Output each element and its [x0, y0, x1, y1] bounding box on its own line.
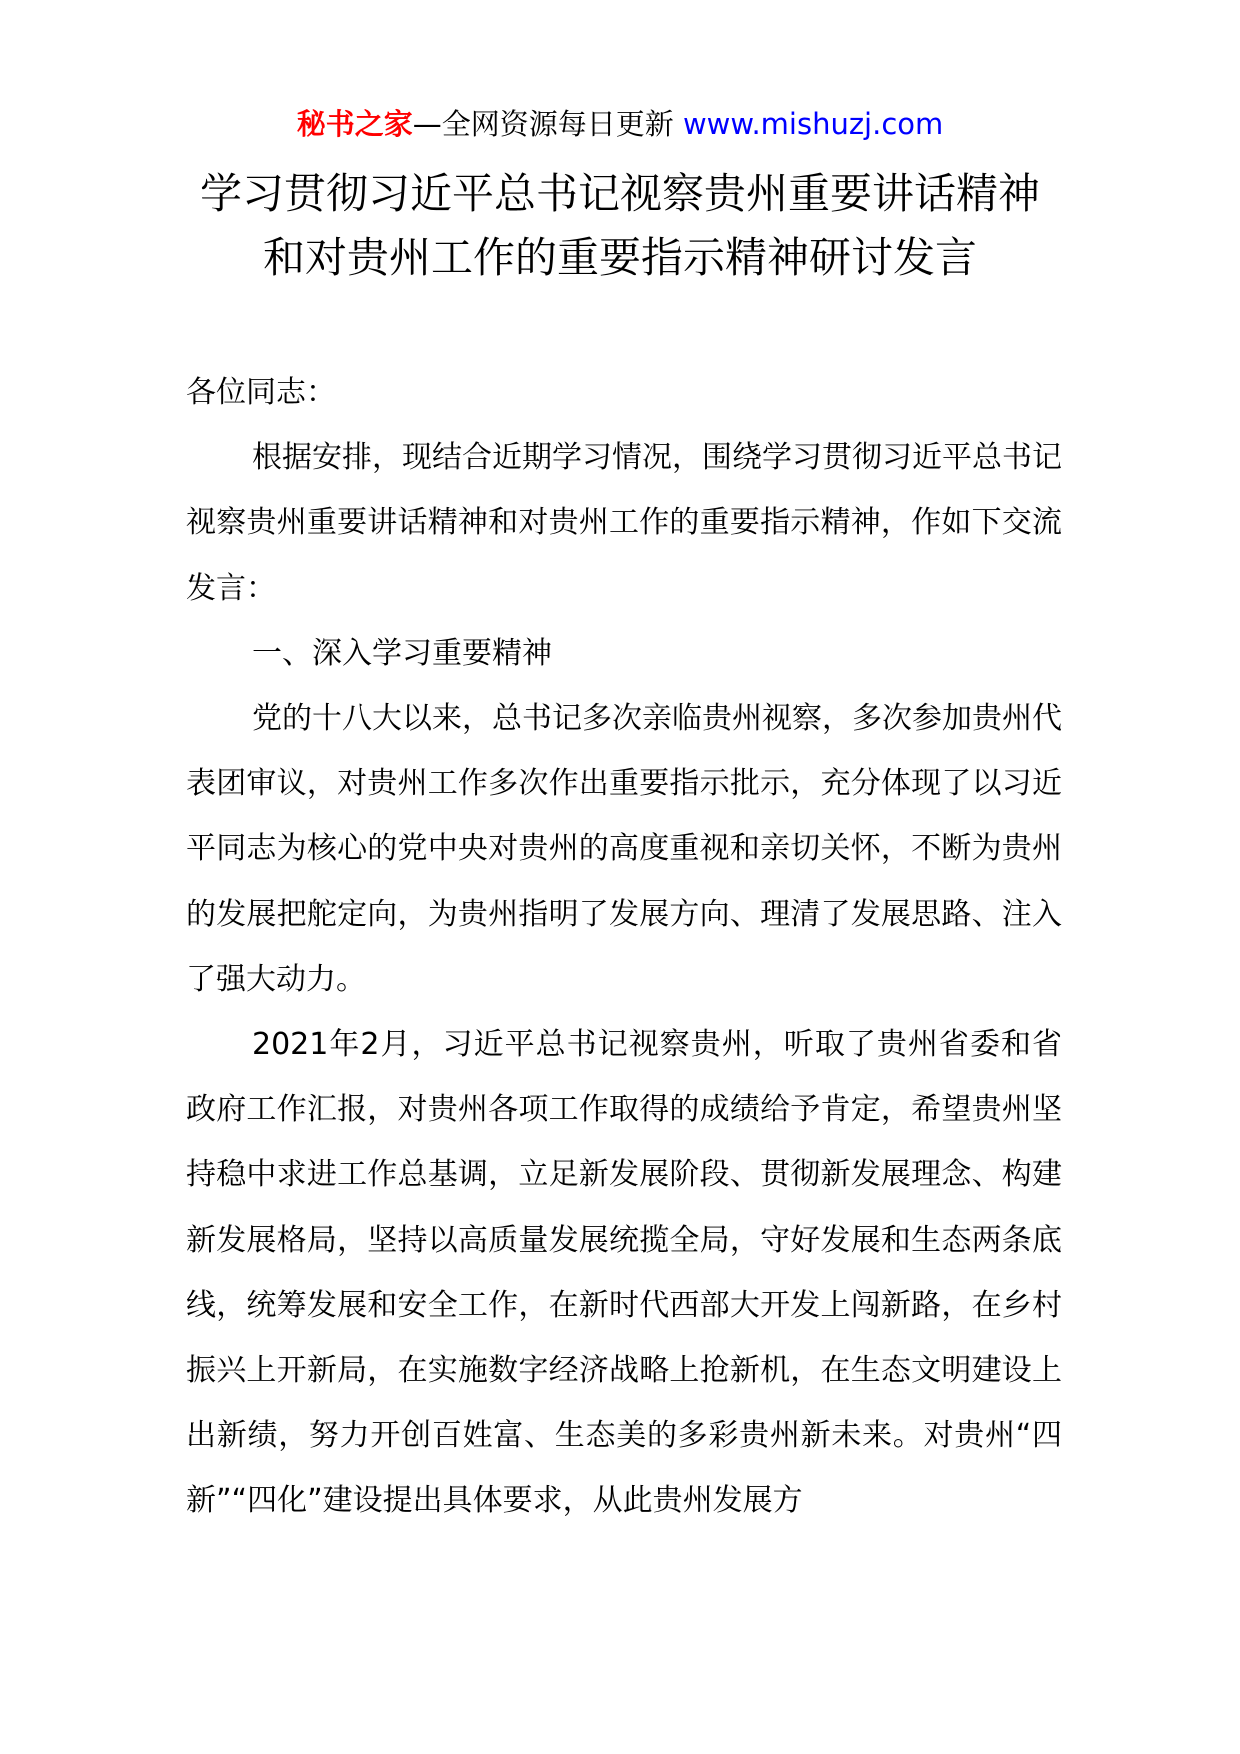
site-slogan: —全网资源每日更新 [412, 107, 683, 141]
paragraph: 2021年2月，习近平总书记视察贵州，听取了贵州省委和省政府工作汇报，对贵州各项工作取得的成绩给予肯定，希望贵州坚持稳中求进工作总基调，立足新发展阶段、贯彻新发展理念、构建新发展格局，坚持以高质量发展统揽全局，守好发展和生态两条底线，统筹发展和安全工作，在新时代西部大开发上闯新路，在乡村振兴上开新局，在实施数字经济战略上抢新机，在生态文明建设上出新绩，努力开创百姓富、生态美的多彩贵州新未来。对贵州“四新”“四化”建设提出具体要求，从此贵州发展方 [186, 1027, 1062, 1519]
document-body [186, 360, 1062, 1534]
site-header [0, 100, 1240, 148]
title-line-2: 和对贵州工作的重要指示精神研讨发言 [262, 233, 977, 282]
section-heading: 一、深入学习重要精神 [252, 635, 552, 671]
document-title [0, 162, 1240, 290]
paragraph-intro: 根据安排，现结合近期学习情况，围绕学习贯彻习近平总书记视察贵州重要讲话精神和对贵州工作的重要指示精神，作如下交流发言： [186, 440, 1062, 606]
site-url-link[interactable]: www.mishuzj.com [682, 107, 944, 141]
title-line-1: 学习贯彻习近平总书记视察贵州重要讲话精神 [199, 169, 1040, 218]
greeting: 各位同志： [186, 375, 336, 410]
site-name: 秘书之家 [296, 107, 413, 141]
paragraph: 党的十八大以来，总书记多次亲临贵州视察，多次参加贵州代表团审议，对贵州工作多次作出重要指示批示，充分体现了以习近平同志为核心的党中央对贵州的高度重视和亲切关怀，不断为贵州的发展把舵定向，为贵州指明了发展方向、理清了发展思路、注入了强大动力。 [186, 701, 1062, 997]
